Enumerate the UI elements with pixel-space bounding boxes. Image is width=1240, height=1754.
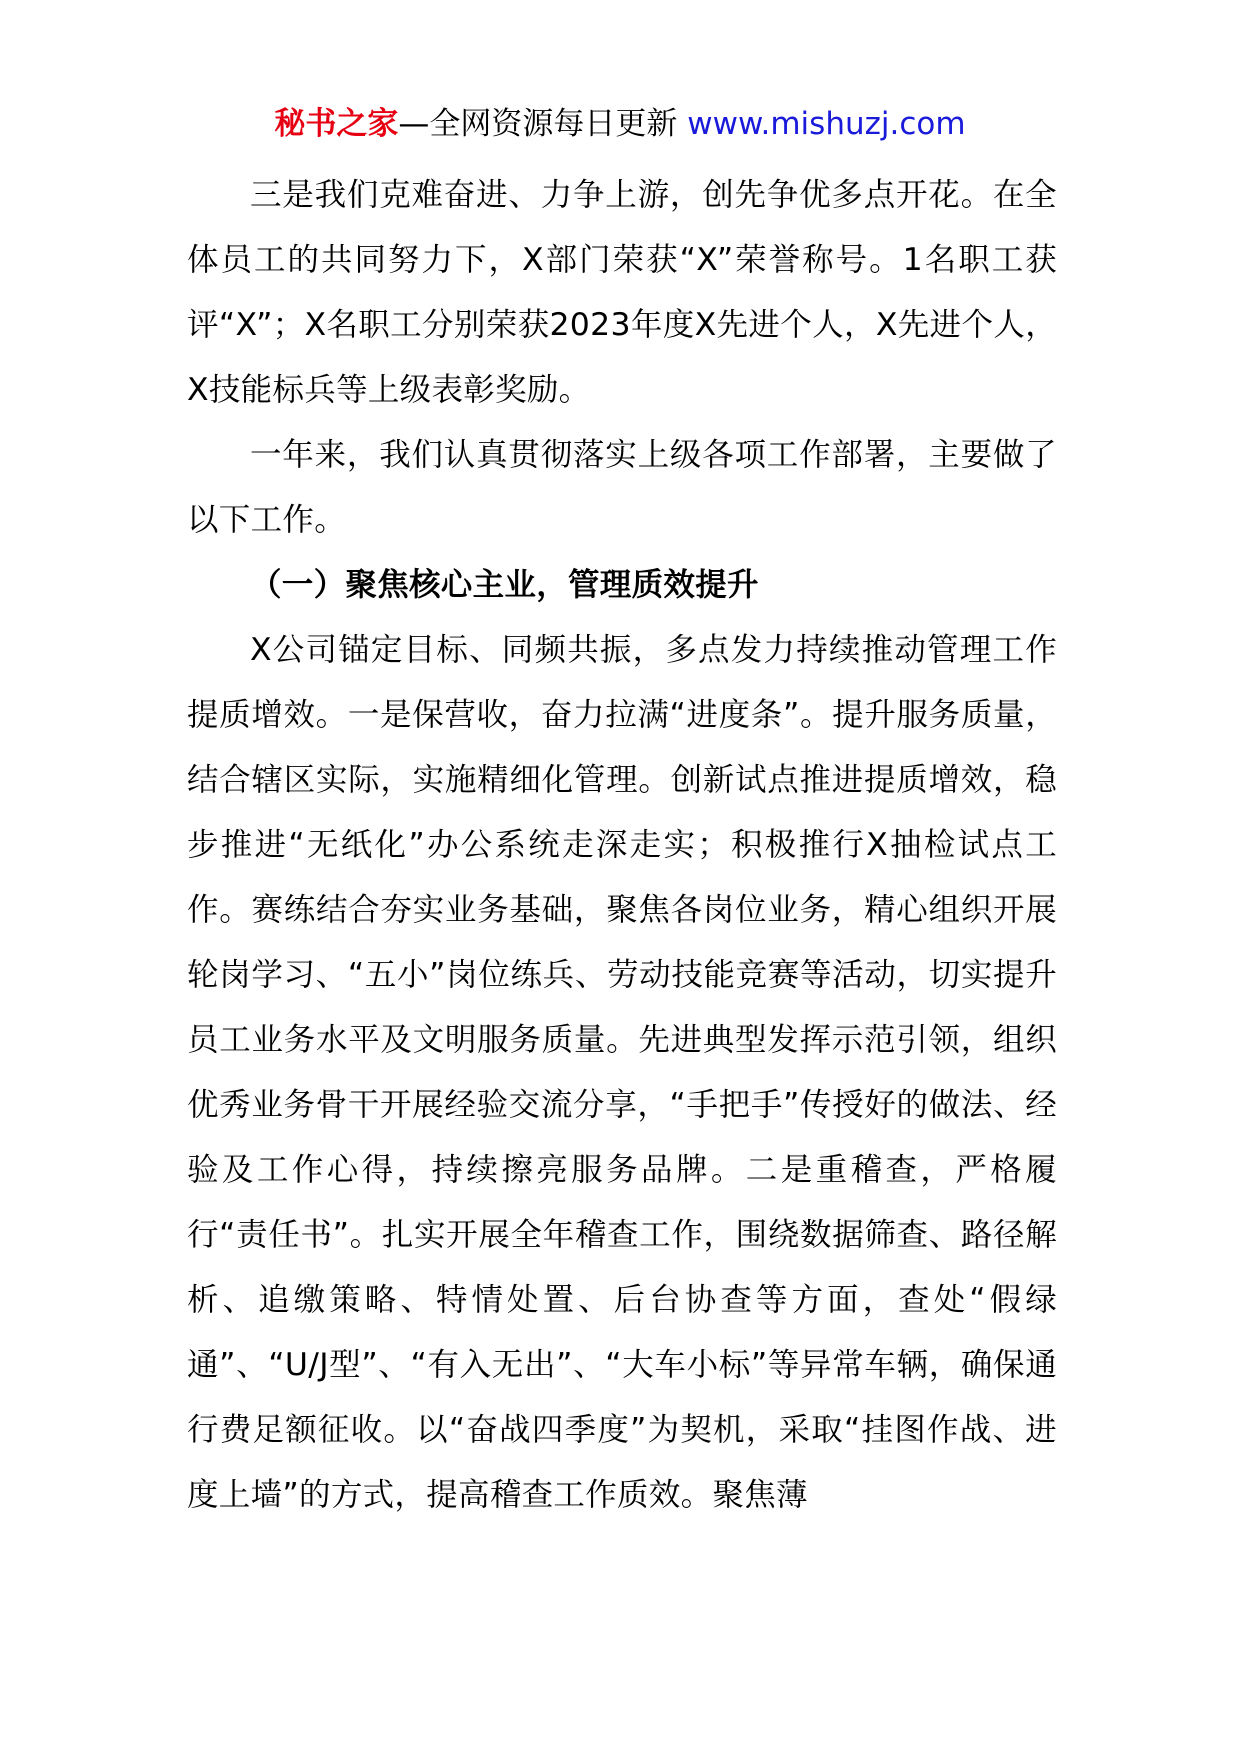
paragraph-section-1: X公司锚定目标、同频共振，多点发力持续推动管理工作提质增效。一是保营收，奋力拉满“进度条”。提升服务质量，结合辖区实际，实施精细化管理。创新试点推进提质增效，稳步推进“无纸化”办公系统走深走实；积极推行X抽检试点工作。赛练结合夯实业务基础，聚焦各岗位业务，精心组织开展轮岗学习、“五小”岗位练兵、劳动技能竞赛等活动，切实提升员工业务水平及文明服务质量。先进典型发挥示范引领，组织优秀业务骨干开展经验交流分享，“手把手”传授好的做法、经验及工作心得，持续擦亮服务品牌。二是重稽查，严格履行“责任书”。扎实开展全年稽查工作，围绕数据筛查、路径解析、追缴策略、特情处置、后台协查等方面，查处“假绿通”、“U/J型”、“有入无出”、“大车小标”等异常车辆，确保通行费足额征收。以“奋战四季度”为契机，采取“挂图作战、进度上墙”的方式，提高稽查工作质效。聚焦薄 bbox=[187, 632, 1057, 1513]
section-heading-1: （一）聚焦核心主业，管理质效提升 bbox=[250, 567, 759, 603]
document-body bbox=[187, 163, 1057, 1528]
header-brand: 秘书之家 bbox=[274, 106, 399, 142]
paragraph-achievements: 三是我们克难奋进、力争上游，创先争优多点开花。在全体员工的共同努力下，X部门荣获“X”荣誉称号。1名职工获评“X”；X名职工分别荣获2023年度X先进个人，X先进个人，X技能标兵等上级表彰奖励。 bbox=[187, 177, 1057, 408]
page-header bbox=[0, 100, 1240, 148]
paragraph-intro: 一年来，我们认真贯彻落实上级各项工作部署，主要做了以下工作。 bbox=[187, 437, 1057, 538]
header-tagline: —全网资源每日更新 bbox=[398, 106, 678, 142]
header-url-link[interactable]: www.mishuzj.com bbox=[687, 106, 966, 142]
